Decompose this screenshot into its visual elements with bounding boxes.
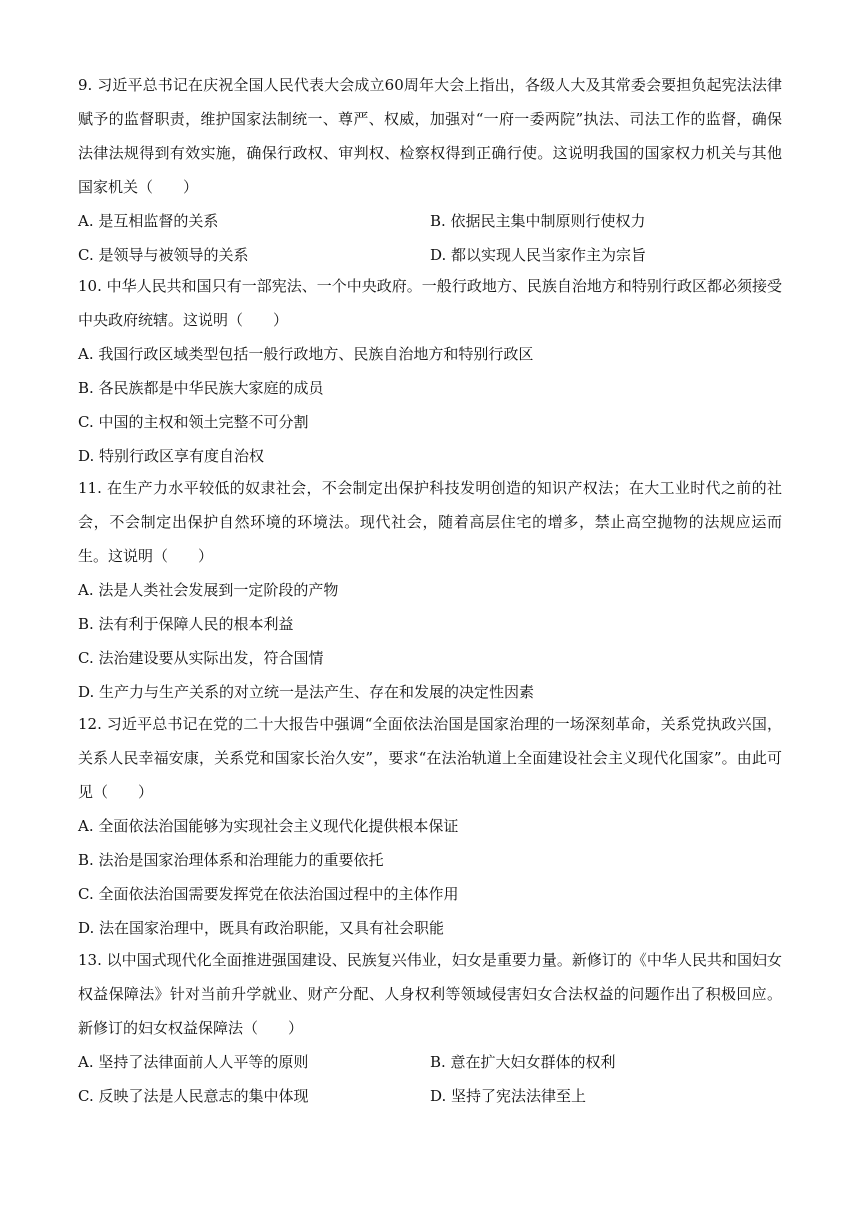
option-b: B. 法有利于保障人民的根本利益 bbox=[78, 615, 294, 633]
question-stem: 13. 以中国式现代化全面推进强国建设、民族复兴伟业，妇女是重要力量。新修订的《中华人民共和国妇女权益保障法》针对当前升学就业、财产分配、人身权利等领域侵害妇女合法权益的问题作出了积极回应。新修订的妇女权益保障法（ ） bbox=[78, 951, 782, 1037]
option-c: C. 反映了法是人民意志的集中体现 bbox=[78, 1087, 309, 1105]
options-row bbox=[78, 204, 782, 238]
option-a: A. 坚持了法律面前人人平等的原则 bbox=[78, 1053, 309, 1071]
option-b: B. 各民族都是中华民族大家庭的成员 bbox=[78, 379, 324, 397]
question-12 bbox=[78, 707, 782, 945]
option-d: D. 法在国家治理中，既具有政治职能，又具有社会职能 bbox=[78, 919, 445, 937]
question-stem: 9. 习近平总书记在庆祝全国人民代表大会成立60周年大会上指出，各级人大及其常委会要担负起宪法法律赋予的监督职责，维护国家法制统一、尊严、权威，加强对“一府一委两院”执法、司法工作的监督，确保法律法规得到有效实施，确保行政权、审判权、检察权得到正确行使。这说明我国的国家权力机关与其他国家机关（ ） bbox=[78, 76, 782, 196]
question-10 bbox=[78, 269, 782, 473]
question-stem: 10. 中华人民共和国只有一部宪法、一个中央政府。一般行政地方、民族自治地方和特别行政区都必须接受中央政府统辖。这说明（ ） bbox=[78, 277, 782, 329]
question-11 bbox=[78, 471, 782, 709]
option-b: B. 法治是国家治理体系和治理能力的重要依托 bbox=[78, 851, 384, 869]
option-c: C. 全面依法治国需要发挥党在依法治国过程中的主体作用 bbox=[78, 885, 459, 903]
option-b: B. 意在扩大妇女群体的权利 bbox=[430, 1053, 616, 1071]
option-c: C. 法治建设要从实际出发，符合国情 bbox=[78, 649, 324, 667]
option-a: A. 全面依法治国能够为实现社会主义现代化提供根本保证 bbox=[78, 817, 459, 835]
option-a: A. 是互相监督的关系 bbox=[78, 212, 219, 230]
question-13 bbox=[78, 943, 782, 1113]
option-a: A. 我国行政区域类型包括一般行政地方、民族自治地方和特别行政区 bbox=[78, 345, 534, 363]
option-c: C. 中国的主权和领土完整不可分割 bbox=[78, 413, 309, 431]
option-d: D. 特别行政区享有度自治权 bbox=[78, 447, 265, 465]
option-d: D. 坚持了宪法法律至上 bbox=[430, 1087, 587, 1105]
question-stem: 11. 在生产力水平较低的奴隶社会，不会制定出保护科技发明创造的知识产权法；在大工业时代之前的社会，不会制定出保护自然环境的环境法。现代社会，随着高层住宅的增多，禁止高空抛物的法规应运而生。这说明（ ） bbox=[78, 479, 782, 565]
question-9 bbox=[78, 68, 782, 272]
options-row bbox=[78, 238, 782, 272]
option-b: B. 依据民主集中制原则行使权力 bbox=[430, 212, 646, 230]
options-row bbox=[78, 1045, 782, 1079]
option-a: A. 法是人类社会发展到一定阶段的产物 bbox=[78, 581, 339, 599]
option-d: D. 都以实现人民当家作主为宗旨 bbox=[430, 246, 647, 264]
option-d: D. 生产力与生产关系的对立统一是法产生、存在和发展的决定性因素 bbox=[78, 683, 535, 701]
option-c: C. 是领导与被领导的关系 bbox=[78, 246, 249, 264]
question-stem: 12. 习近平总书记在党的二十大报告中强调“全面依法治国是国家治理的一场深刻革命，关系党执政兴国，关系人民幸福安康，关系党和国家长治久安”，要求“在法治轨道上全面建设社会主义现代化国家”。由此可见（ ） bbox=[78, 715, 782, 801]
options-row bbox=[78, 1079, 782, 1113]
